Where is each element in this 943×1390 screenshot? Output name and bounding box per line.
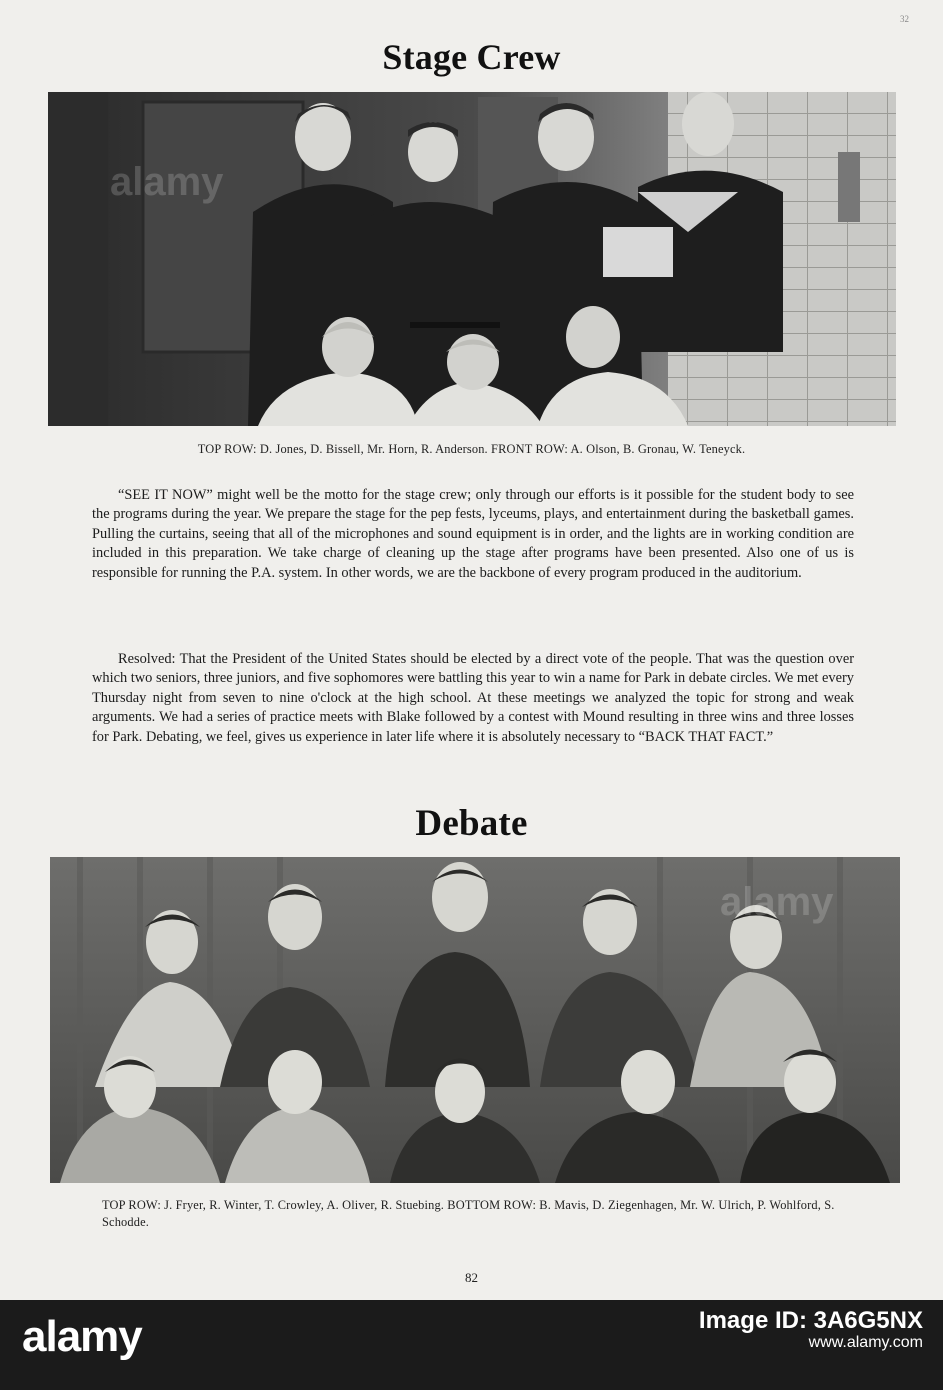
debate-title: Debate (415, 803, 528, 844)
stage-crew-caption: TOP ROW: D. Jones, D. Bissell, Mr. Horn, R. Anderson. FRONT ROW: A. Olson, B. Gronau, W. Teneyck. (197, 442, 746, 456)
debate-paragraph: Resolved: That the President of the United States should be elected by a direct vote of the people. That was the question over which two seniors, three juniors, and five sophomores were battling this year to win a name for Park in debate circles. We met every Thursday night from seven to nine o'clock at the high school. At these meetings we analyzed the topic for strong and weak arguments. We had a series of practice meets with Blake followed by a contest with Mound resulting in three wins and three losses for Park. Debating, we feel, gives us experience in later life where it is absolutely necessary to “BACK THAT FACT.” (92, 651, 854, 745)
alamy-logo: alamy (22, 1312, 142, 1361)
image-id-label: Image ID: 3A6G5NX (698, 1307, 923, 1334)
debate-caption: TOP ROW: J. Fryer, R. Winter, T. Crowley, A. Oliver, R. Stuebing. BOTTOM ROW: B. Mavis, D. Ziegenhagen, Mr. W. Ulrich, P. Wohlford, S. Schodde. (102, 1198, 835, 1229)
site-url: www.alamy.com (808, 1334, 923, 1351)
stage-crew-photo (48, 92, 896, 426)
page-number: 82 (465, 1270, 478, 1285)
stage-crew-title: Stage Crew (382, 37, 561, 77)
image-id-block (698, 1307, 923, 1354)
stage-crew-paragraph: “SEE IT NOW” might well be the motto for the stage crew; only through our efforts is it possible for the student body to see the programs during the year. We prepare the stage for the pep fests, lyceums, plays, and entertainment during the basketball games. Pulling the curtains, seeing that all of the microphones and sound equipment is in order, and the lights are in working condition are included in this preparation. We take charge of cleaning up the stage after programs have been presented. Also one of us is responsible for running the P.A. system. In other words, we are the backbone of every program produced in the auditorium. (92, 487, 854, 581)
corner-mark: 32 (900, 14, 909, 24)
debate-photo (50, 857, 900, 1183)
